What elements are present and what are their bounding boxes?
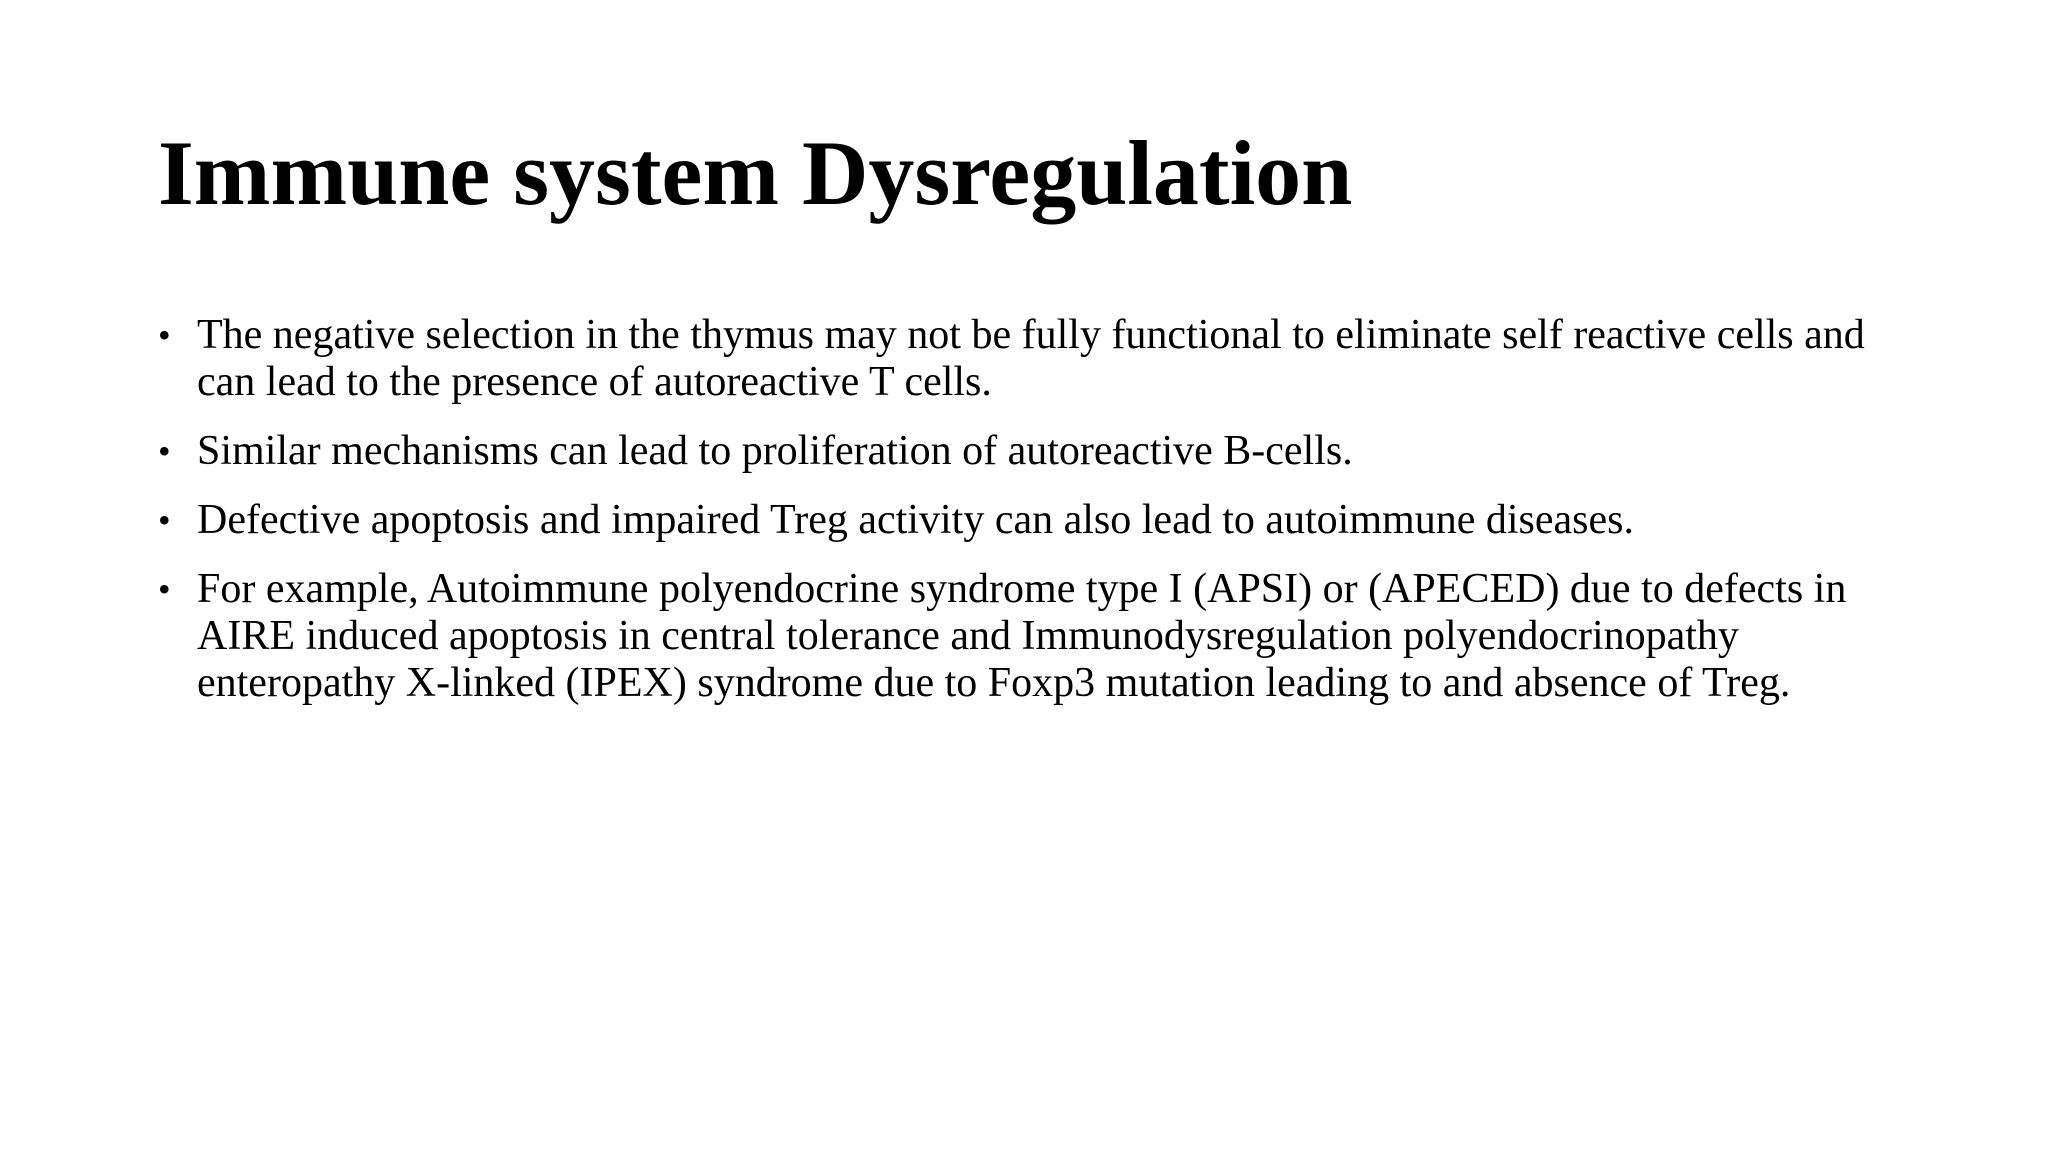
bullet-item — [158, 428, 1918, 475]
bullet-icon: • — [158, 431, 171, 471]
slide-title: Immune system Dysregulation — [158, 122, 1353, 224]
bullet-item — [158, 497, 1918, 544]
bullet-text: Similar mechanisms can lead to proliferation of autoreactive B-cells. — [197, 428, 1353, 474]
bullet-list — [158, 312, 1918, 729]
bullet-item — [158, 312, 1918, 406]
bullet-item — [158, 566, 1918, 707]
bullet-icon: • — [158, 315, 171, 355]
bullet-icon: • — [158, 569, 171, 609]
bullet-icon: • — [158, 500, 171, 540]
bullet-text: The negative selection in the thymus may not be fully functional to eliminate self reactive cells and can lead to the presence of autoreactive T cells. — [197, 312, 1865, 405]
bullet-text: Defective apoptosis and impaired Treg activity can also lead to autoimmune diseases. — [197, 497, 1634, 543]
bullet-text: For example, Autoimmune polyendocrine syndrome type I (APSI) or (APECED) due to defects in AIRE induced apoptosis in central tolerance and Immunodysregulation polyendocrinopathy enteropathy X-linked (IPEX) syndrome due to Foxp3 mutation leading to and absence of Treg. — [197, 566, 1847, 706]
